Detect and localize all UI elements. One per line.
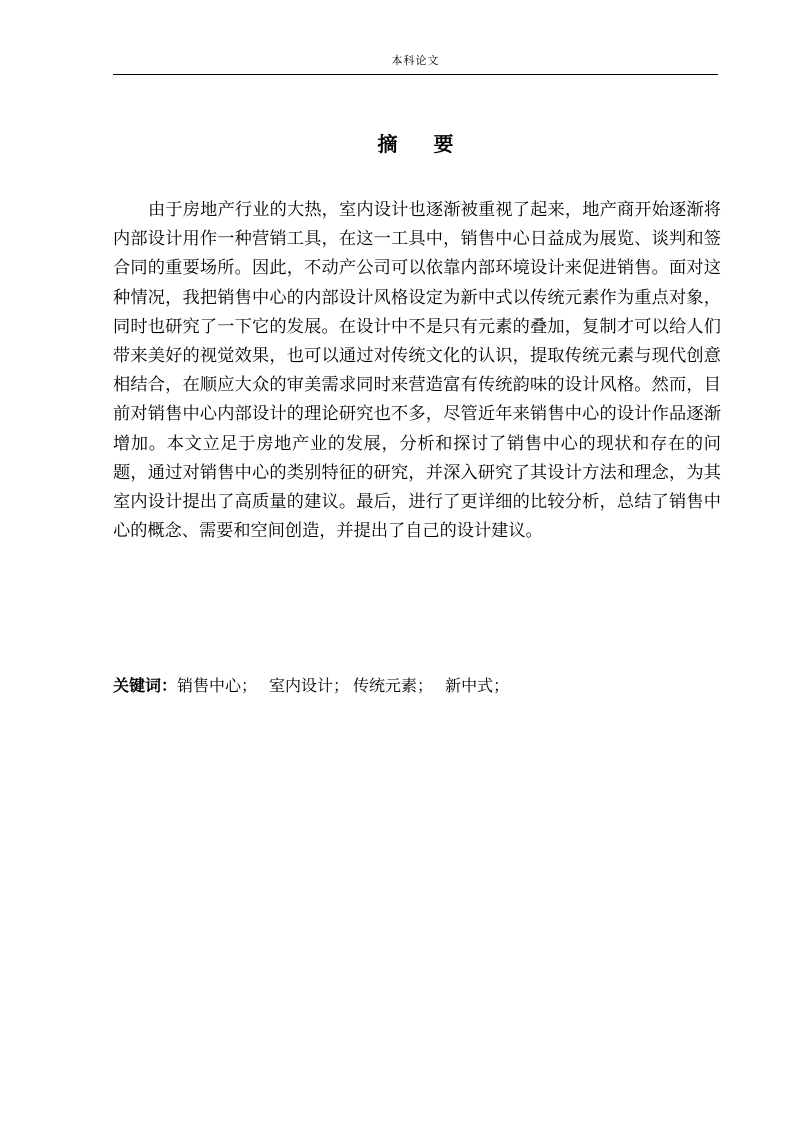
abstract-heading: 摘要 <box>377 132 490 156</box>
keywords-label: 关键词： <box>113 676 178 695</box>
keyword-item: 销售中心； <box>177 676 258 695</box>
abstract-body-paragraph: 由于房地产行业的大热，室内设计也逐渐被重视了起来，地产商开始逐渐将内部设计用作一种营销工具，在这一工具中，销售中心日益成为展览、谈判和签合同的重要场所。因此，不动产公司可以依靠内部环境设计来促进销售。面对这种情况，我把销售中心的内部设计风格设定为新中式以传统元素作为重点对象，同时也研究了一下它的发展。在设计中不是只有元素的叠加，复制才可以给人们带来美好的视觉效果，也可以通过对传统文化的认识，提取传统元素与现代创意相结合，在顺应大众的审美需求同时来营造富有传统韵味的设计风格。然而，目前对销售中心内部设计的理论研究也不多，尽管近年来销售中心的设计作品逐渐增加。本文立足于房地产业的发展，分析和探讨了销售中心的现状和存在的问题，通过对销售中心的类别特征的研究，并深入研究了其设计方法和理念，为其室内设计提出了高质量的建议。最后，进行了更详细的比较分析，总结了销售中心的概念、需要和空间创造，并提出了自己的设计建议。 <box>113 200 721 542</box>
keyword-item: 新中式； <box>445 676 510 695</box>
header-divider <box>113 74 718 75</box>
keyword-item: 室内设计； <box>269 676 350 695</box>
keyword-item: 传统元素； <box>353 676 434 695</box>
keywords-line <box>113 674 718 698</box>
running-header-title: 本科论文 <box>391 54 440 67</box>
